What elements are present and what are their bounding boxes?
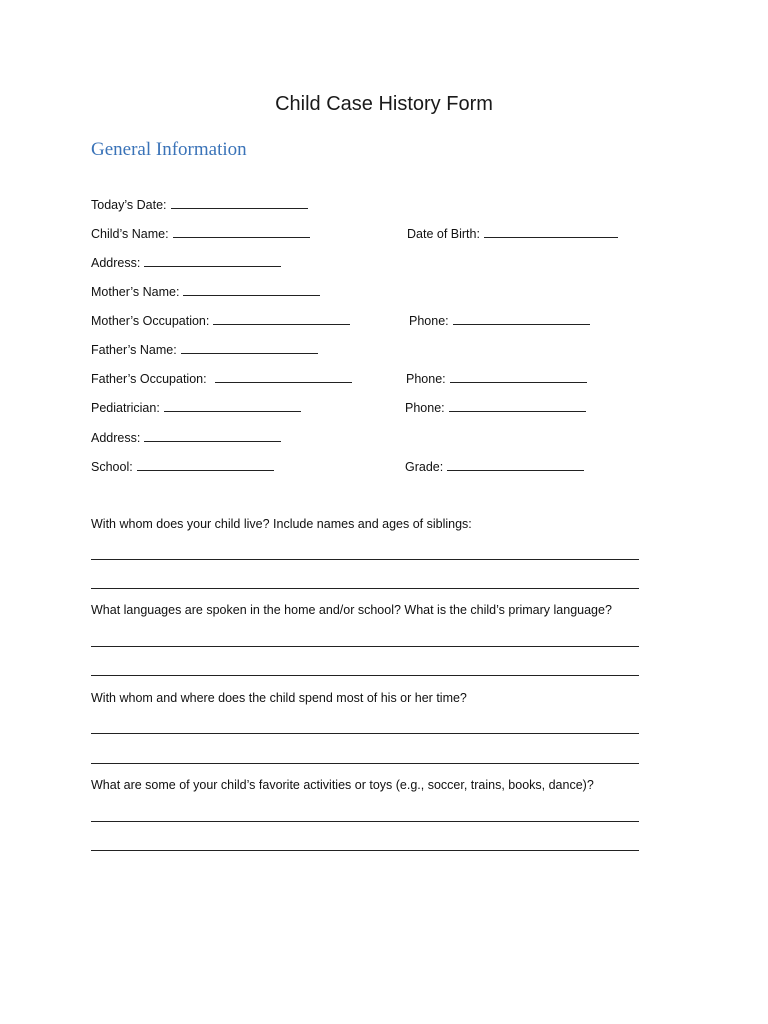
todays-date-blank[interactable] (171, 196, 308, 209)
date-of-birth-blank[interactable] (484, 225, 618, 238)
school-label: School: (91, 460, 133, 474)
pediatrician-blank[interactable] (164, 399, 301, 412)
answer-line-activities-1[interactable] (91, 821, 639, 822)
pediatrician-phone-field[interactable] (405, 399, 586, 416)
address-label: Address: (91, 256, 141, 270)
grade-field[interactable] (405, 458, 584, 475)
answer-line-siblings-1[interactable] (91, 559, 639, 560)
mothers-name-label: Mother’s Name: (91, 285, 180, 299)
answer-line-time-spent-2[interactable] (91, 763, 639, 764)
childs-name-blank[interactable] (173, 225, 310, 238)
todays-date-label: Today’s Date: (91, 198, 167, 212)
mother-phone-label: Phone: (409, 314, 449, 328)
mother-phone-blank[interactable] (453, 312, 590, 325)
mother-phone-field[interactable] (409, 312, 590, 329)
fathers-occupation-field[interactable] (91, 370, 352, 387)
section-heading-general-information: General Information (91, 139, 247, 160)
grade-label: Grade: (405, 460, 444, 474)
mothers-occupation-label: Mother’s Occupation: (91, 314, 210, 328)
question-favorite-activities: What are some of your child’s favorite activities or toys (e.g., soccer, trains, books, dance)? (91, 778, 594, 792)
fathers-name-label: Father’s Name: (91, 343, 177, 357)
pediatrician-phone-blank[interactable] (449, 399, 586, 412)
mothers-occupation-blank[interactable] (213, 312, 350, 325)
date-of-birth-field[interactable] (407, 225, 618, 242)
pediatrician-address-blank[interactable] (144, 429, 281, 442)
mothers-name-blank[interactable] (183, 283, 320, 296)
address-field[interactable] (91, 254, 281, 271)
pediatrician-field[interactable] (91, 399, 301, 416)
date-of-birth-label: Date of Birth: (407, 227, 480, 241)
mothers-name-field[interactable] (91, 283, 320, 300)
father-phone-label: Phone: (406, 372, 446, 386)
answer-line-languages-1[interactable] (91, 646, 639, 647)
answer-line-activities-2[interactable] (91, 850, 639, 851)
question-siblings: With whom does your child live? Include names and ages of siblings: (91, 517, 472, 531)
fathers-occupation-label: Father’s Occupation: (91, 372, 207, 386)
pediatrician-label: Pediatrician: (91, 401, 160, 415)
fathers-occupation-blank[interactable] (215, 370, 352, 383)
answer-line-time-spent-1[interactable] (91, 733, 639, 734)
childs-name-label: Child’s Name: (91, 227, 169, 241)
form-title: Child Case History Form (275, 93, 493, 115)
school-field[interactable] (91, 458, 274, 475)
grade-blank[interactable] (447, 458, 584, 471)
answer-line-languages-2[interactable] (91, 675, 639, 676)
todays-date-field[interactable] (91, 196, 308, 213)
pediatrician-address-label: Address: (91, 431, 141, 445)
mothers-occupation-field[interactable] (91, 312, 350, 329)
address-blank[interactable] (144, 254, 281, 267)
father-phone-blank[interactable] (450, 370, 587, 383)
answer-line-siblings-2[interactable] (91, 588, 639, 589)
fathers-name-field[interactable] (91, 341, 318, 358)
father-phone-field[interactable] (406, 370, 587, 387)
childs-name-field[interactable] (91, 225, 310, 242)
school-blank[interactable] (137, 458, 274, 471)
pediatrician-address-field[interactable] (91, 429, 281, 446)
question-time-spent: With whom and where does the child spend most of his or her time? (91, 691, 467, 705)
fathers-name-blank[interactable] (181, 341, 318, 354)
pediatrician-phone-label: Phone: (405, 401, 445, 415)
question-languages: What languages are spoken in the home and/or school? What is the child’s primary language? (91, 603, 612, 617)
